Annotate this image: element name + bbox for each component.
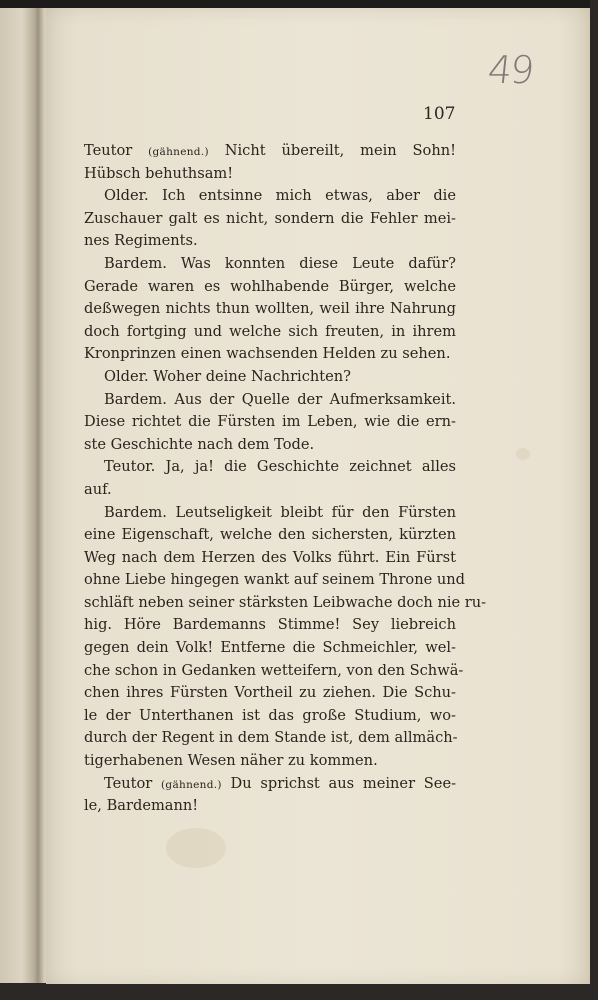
page-number: 107 — [423, 104, 456, 124]
text-line: auf. — [84, 480, 112, 498]
stage-direction: (gähnend.) — [161, 778, 222, 791]
text-line: Teutor. Ja, ja! die Geschichte zeichnet alles — [104, 458, 456, 476]
text-line: che schon in Gedanken wetteifern, von den Schwä- — [84, 661, 464, 679]
text-line: Older. Ich entsinne mich etwas, aber die — [104, 187, 456, 205]
text-line: gegen dein Volk! Entferne die Schmeichler, wel- — [84, 639, 456, 657]
text-line: deßwegen nichts thun wollten, weil ihre Nahrung — [84, 300, 456, 318]
text-line: Bardem. Aus der Quelle der Aufmerksamkeit. — [104, 390, 456, 408]
text-line: Bardem. Was konnten diese Leute dafür? — [104, 254, 456, 272]
paper-stain — [516, 448, 530, 460]
paper-stain — [166, 828, 226, 868]
text-line: ohne Liebe hingegen wankt auf seinem Throne und — [84, 571, 466, 589]
text-line: Diese richtet die Fürsten im Leben, wie die ern- — [84, 413, 456, 431]
text-line: le, Bardemann! — [84, 797, 199, 815]
text-line: doch fortging und welche sich freuten, in ihrem — [84, 322, 456, 340]
text-line: schläft neben seiner stärksten Leibwache doch nie ru- — [84, 593, 487, 611]
text-line: Gerade waren es wohlhabende Bürger, welche — [84, 277, 456, 295]
body-text — [84, 140, 487, 818]
text-line: Teutor (gähnend.) Du sprichst aus meiner See- — [104, 774, 457, 792]
text-line: Teutor (gähnend.) Nicht übereilt, mein Sohn! — [84, 142, 456, 159]
text-line: ste Geschichte nach dem Tode. — [84, 435, 315, 453]
text-line: Weg nach dem Herzen des Volks führt. Ein Fürst — [84, 548, 456, 566]
handwritten-archive-number: 49 — [485, 48, 535, 92]
scan-background-right — [590, 0, 598, 1000]
text-line: Older. Woher deine Nachrichten? — [104, 367, 352, 385]
text-line: nes Regiments. — [84, 232, 198, 250]
scan-background-bottom — [0, 984, 598, 1000]
stage-direction: (gähnend.) — [148, 146, 209, 158]
text-line: chen ihres Fürsten Vortheil zu ziehen. Die Schu- — [84, 684, 456, 702]
text-line: Hübsch behuthsam! — [84, 164, 234, 182]
text-line: le der Unterthanen ist das große Studium, wo- — [84, 706, 456, 724]
text-line: eine Eigenschaft, welche den sichersten, kürzten — [84, 526, 456, 544]
previous-page-edge — [0, 8, 41, 983]
text-line: hig. Höre Bardemanns Stimme! Sey liebreich — [84, 616, 456, 634]
text-line: Bardem. Leutseligkeit bleibt für den Fürsten — [104, 503, 456, 521]
text-line: Kronprinzen einen wachsenden Helden zu sehen. — [84, 345, 451, 363]
text-line: durch der Regent in dem Stande ist, dem allmäch- — [84, 729, 458, 747]
text-line: tigerhabenen Wesen näher zu kommen. — [84, 752, 378, 770]
text-line: Zuschauer galt es nicht, sondern die Fehler mei- — [84, 209, 456, 227]
